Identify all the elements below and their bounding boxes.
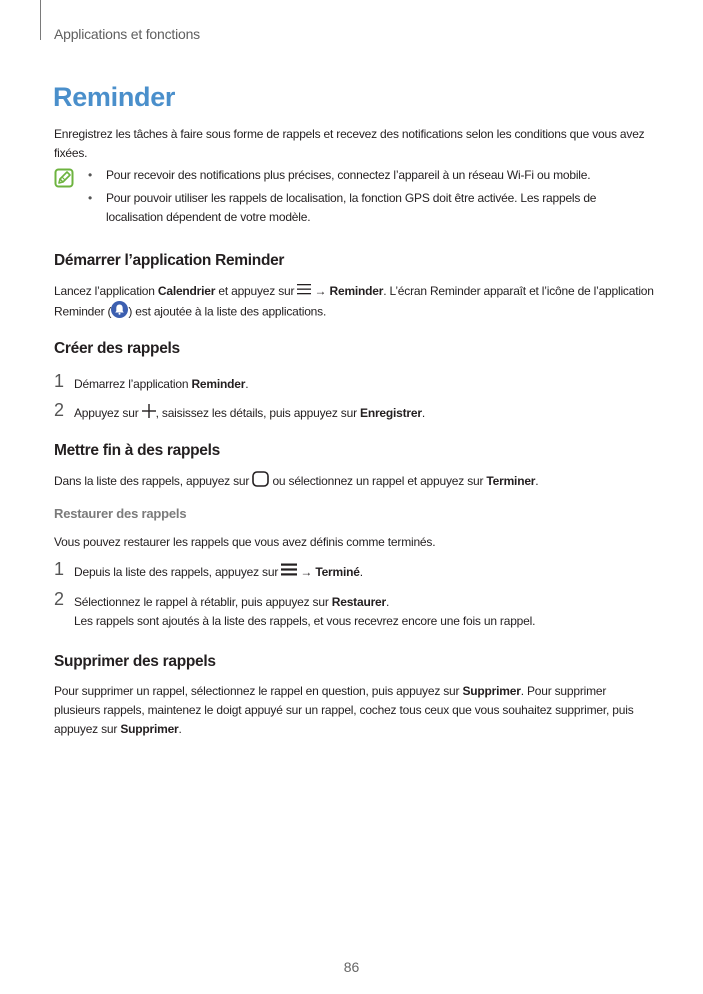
note-pencil-icon (54, 168, 74, 188)
header-rule (40, 0, 41, 40)
menu-icon (281, 563, 297, 582)
intro-paragraph: Enregistrez les tâches à faire sous forme de rappels et recevez des notifications selon les conditions que vous avez fixées. (54, 127, 645, 160)
step-number: 1 (54, 371, 64, 391)
section-heading-delete: Supprimer des rappels (54, 653, 216, 670)
bullet-icon: • (88, 191, 93, 205)
restore-intro: Vous pouvez restaurer les rappels que vous avez définis comme terminés. (54, 535, 436, 549)
bullet-icon: • (88, 168, 93, 182)
subsection-heading-restore: Restaurer des rappels (54, 506, 187, 521)
note-item: • Pour pouvoir utiliser les rappels de localisation, la fonction GPS doit être activée. Les rappels de localisation dépendent de votre modèle. (88, 191, 597, 224)
page-title: Reminder (53, 82, 176, 112)
section-heading-create: Créer des rappels (54, 340, 180, 357)
plus-icon (142, 404, 156, 424)
page-number: 86 (343, 959, 360, 975)
menu-icon (297, 282, 311, 301)
section-heading-start: Démarrer l’application Reminder (54, 252, 285, 269)
reminder-bell-app-icon (111, 301, 128, 324)
note-item: • Pour recevoir des notifications plus précises, connectez l’appareil à un réseau Wi-Fi ou mobile. (88, 166, 654, 185)
step-number: 2 (54, 589, 64, 609)
start-paragraph: Lancez l’application Calendrier et appuyez sur → Reminder. L’écran Reminder apparaît et l’icône de l’application Reminder ( ) est ajoutée à la liste des applications. (54, 282, 654, 324)
delete-paragraph: Pour supprimer un rappel, sélectionnez le rappel en question, puis appuyez sur Supprimer. Pour supprimer plusieurs rappels, maintenez le doigt appuyé sur un rappel, cochez tous ceux que vous souhaitez supprimer, puis appuyez sur Supprimer. (54, 684, 634, 736)
step-number: 1 (54, 559, 64, 579)
checkbox-icon (252, 471, 269, 493)
complete-paragraph: Dans la liste des rappels, appuyez sur ou sélectionnez un rappel et appuyez sur Terminer. (54, 471, 654, 493)
section-heading-complete: Mettre fin à des rappels (54, 442, 220, 459)
note-list (88, 166, 654, 231)
step-number: 2 (54, 400, 64, 420)
restore-step-2-note: Les rappels sont ajoutés à la liste des rappels, et vous recevrez encore une fois un rappel. (74, 614, 536, 628)
running-header: Applications et fonctions (54, 26, 200, 42)
